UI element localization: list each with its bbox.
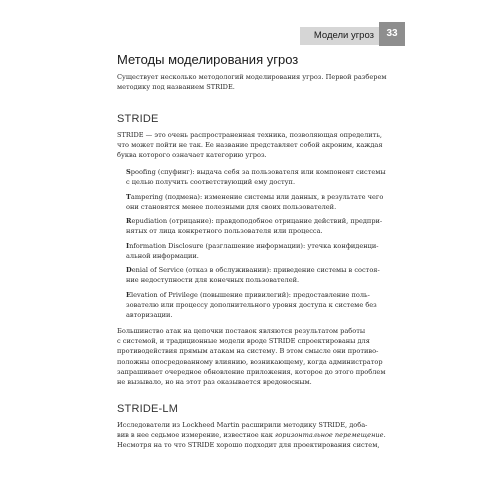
- stride-item-spoofing: [126, 167, 388, 187]
- text-line: запрашивает очередное обновление приложения, которое до этого проблем: [117, 367, 386, 376]
- text-line: STRIDE — это очень распространенная техника, позволяющая определить,: [117, 131, 383, 139]
- text-fragment: вив в нее седьмое измерение, известное как: [117, 431, 275, 440]
- text-line: Несмотря на то что STRIDE хорошо подходит для проектирования систем,: [117, 441, 380, 450]
- text-line: что может пойти не так. Ее название представляет собой акроним, каждая: [117, 141, 383, 150]
- item-text: зователю или процессу дополнительного уровня доступа к системе без: [126, 301, 377, 310]
- text-line: [117, 430, 387, 440]
- item-letter: R: [126, 217, 132, 225]
- emphasized-term: горизонтальное перемещение: [274, 431, 384, 440]
- item-letter: T: [126, 193, 131, 201]
- text-line: с системой, и традиционные модели вроде STRIDE спроектированы для: [117, 337, 370, 346]
- item-text: ние недоступности для конечных пользователей.: [126, 276, 300, 285]
- stride-item-repudiation: [126, 216, 388, 236]
- text-line: Большинство атак на цепочки поставок являются результатом работы: [117, 327, 366, 335]
- item-text: ampering (подмена): изменение системы или данных, в результате чего: [130, 193, 384, 201]
- running-header-title: Модели угроз: [313, 30, 374, 41]
- stride-item-information-disclosure: [126, 241, 388, 261]
- item-text: nformation Disclosure (разглашение информации): утечка конфиденци-: [129, 242, 379, 250]
- stride-description: [117, 130, 387, 161]
- item-text: авторизации.: [126, 311, 173, 320]
- text-line: не вызывало, но на этот раз оказывается вредоносным.: [117, 378, 312, 387]
- item-letter: I: [126, 242, 130, 250]
- item-text: poofing (спуфинг): выдача себя за пользователя или компонент системы: [130, 168, 386, 176]
- text-line: буква которого означает категорию угроз.: [117, 151, 267, 160]
- text-fragment: .: [383, 431, 386, 440]
- item-letter: D: [126, 266, 132, 274]
- item-text: с целью получить соответствующий ему доступ.: [126, 178, 296, 187]
- stride-lm-heading: STRIDE-LM: [117, 403, 179, 415]
- item-text: альной информации.: [126, 252, 199, 261]
- section-title: Методы моделирования угроз: [117, 52, 299, 67]
- text-line: противодействия прямым атакам на систему. В этом смысле они противо-: [117, 347, 379, 356]
- item-text: enial of Service (отказ в обслуживании): приведение системы в состоя-: [131, 266, 380, 274]
- item-text: levation of Privilege (повышение привилегий): предоставление поль-: [131, 291, 370, 299]
- item-letter: S: [126, 168, 131, 176]
- stride-lm-paragraph: [117, 420, 387, 451]
- stride-item-tampering: [126, 192, 388, 212]
- text-line: Существует несколько методологий моделирования угроз. Первой разберем: [117, 73, 387, 81]
- stride-item-denial-of-service: [126, 265, 388, 285]
- item-letter: E: [126, 291, 132, 299]
- stride-heading: STRIDE: [117, 113, 159, 125]
- stride-conclusion: [117, 326, 387, 387]
- item-text: они становятся менее полезными для своих пользователей.: [126, 203, 337, 212]
- text-line: Исследователи из Lockheed Martin расширили методику STRIDE, доба-: [117, 421, 368, 429]
- text-line: методику под названием STRIDE.: [117, 83, 235, 92]
- text-line: положны опосредованному влиянию, возникающему, когда администратор: [117, 357, 383, 366]
- item-text: epudiation (отрицание): правдоподобное отрицание действий, предпри-: [131, 217, 383, 225]
- stride-item-elevation-of-privilege: [126, 290, 388, 321]
- item-text: нятых от лица конкретного пользователя или процесса.: [126, 227, 323, 236]
- intro-paragraph: [117, 72, 387, 92]
- page-number: 33: [386, 28, 398, 39]
